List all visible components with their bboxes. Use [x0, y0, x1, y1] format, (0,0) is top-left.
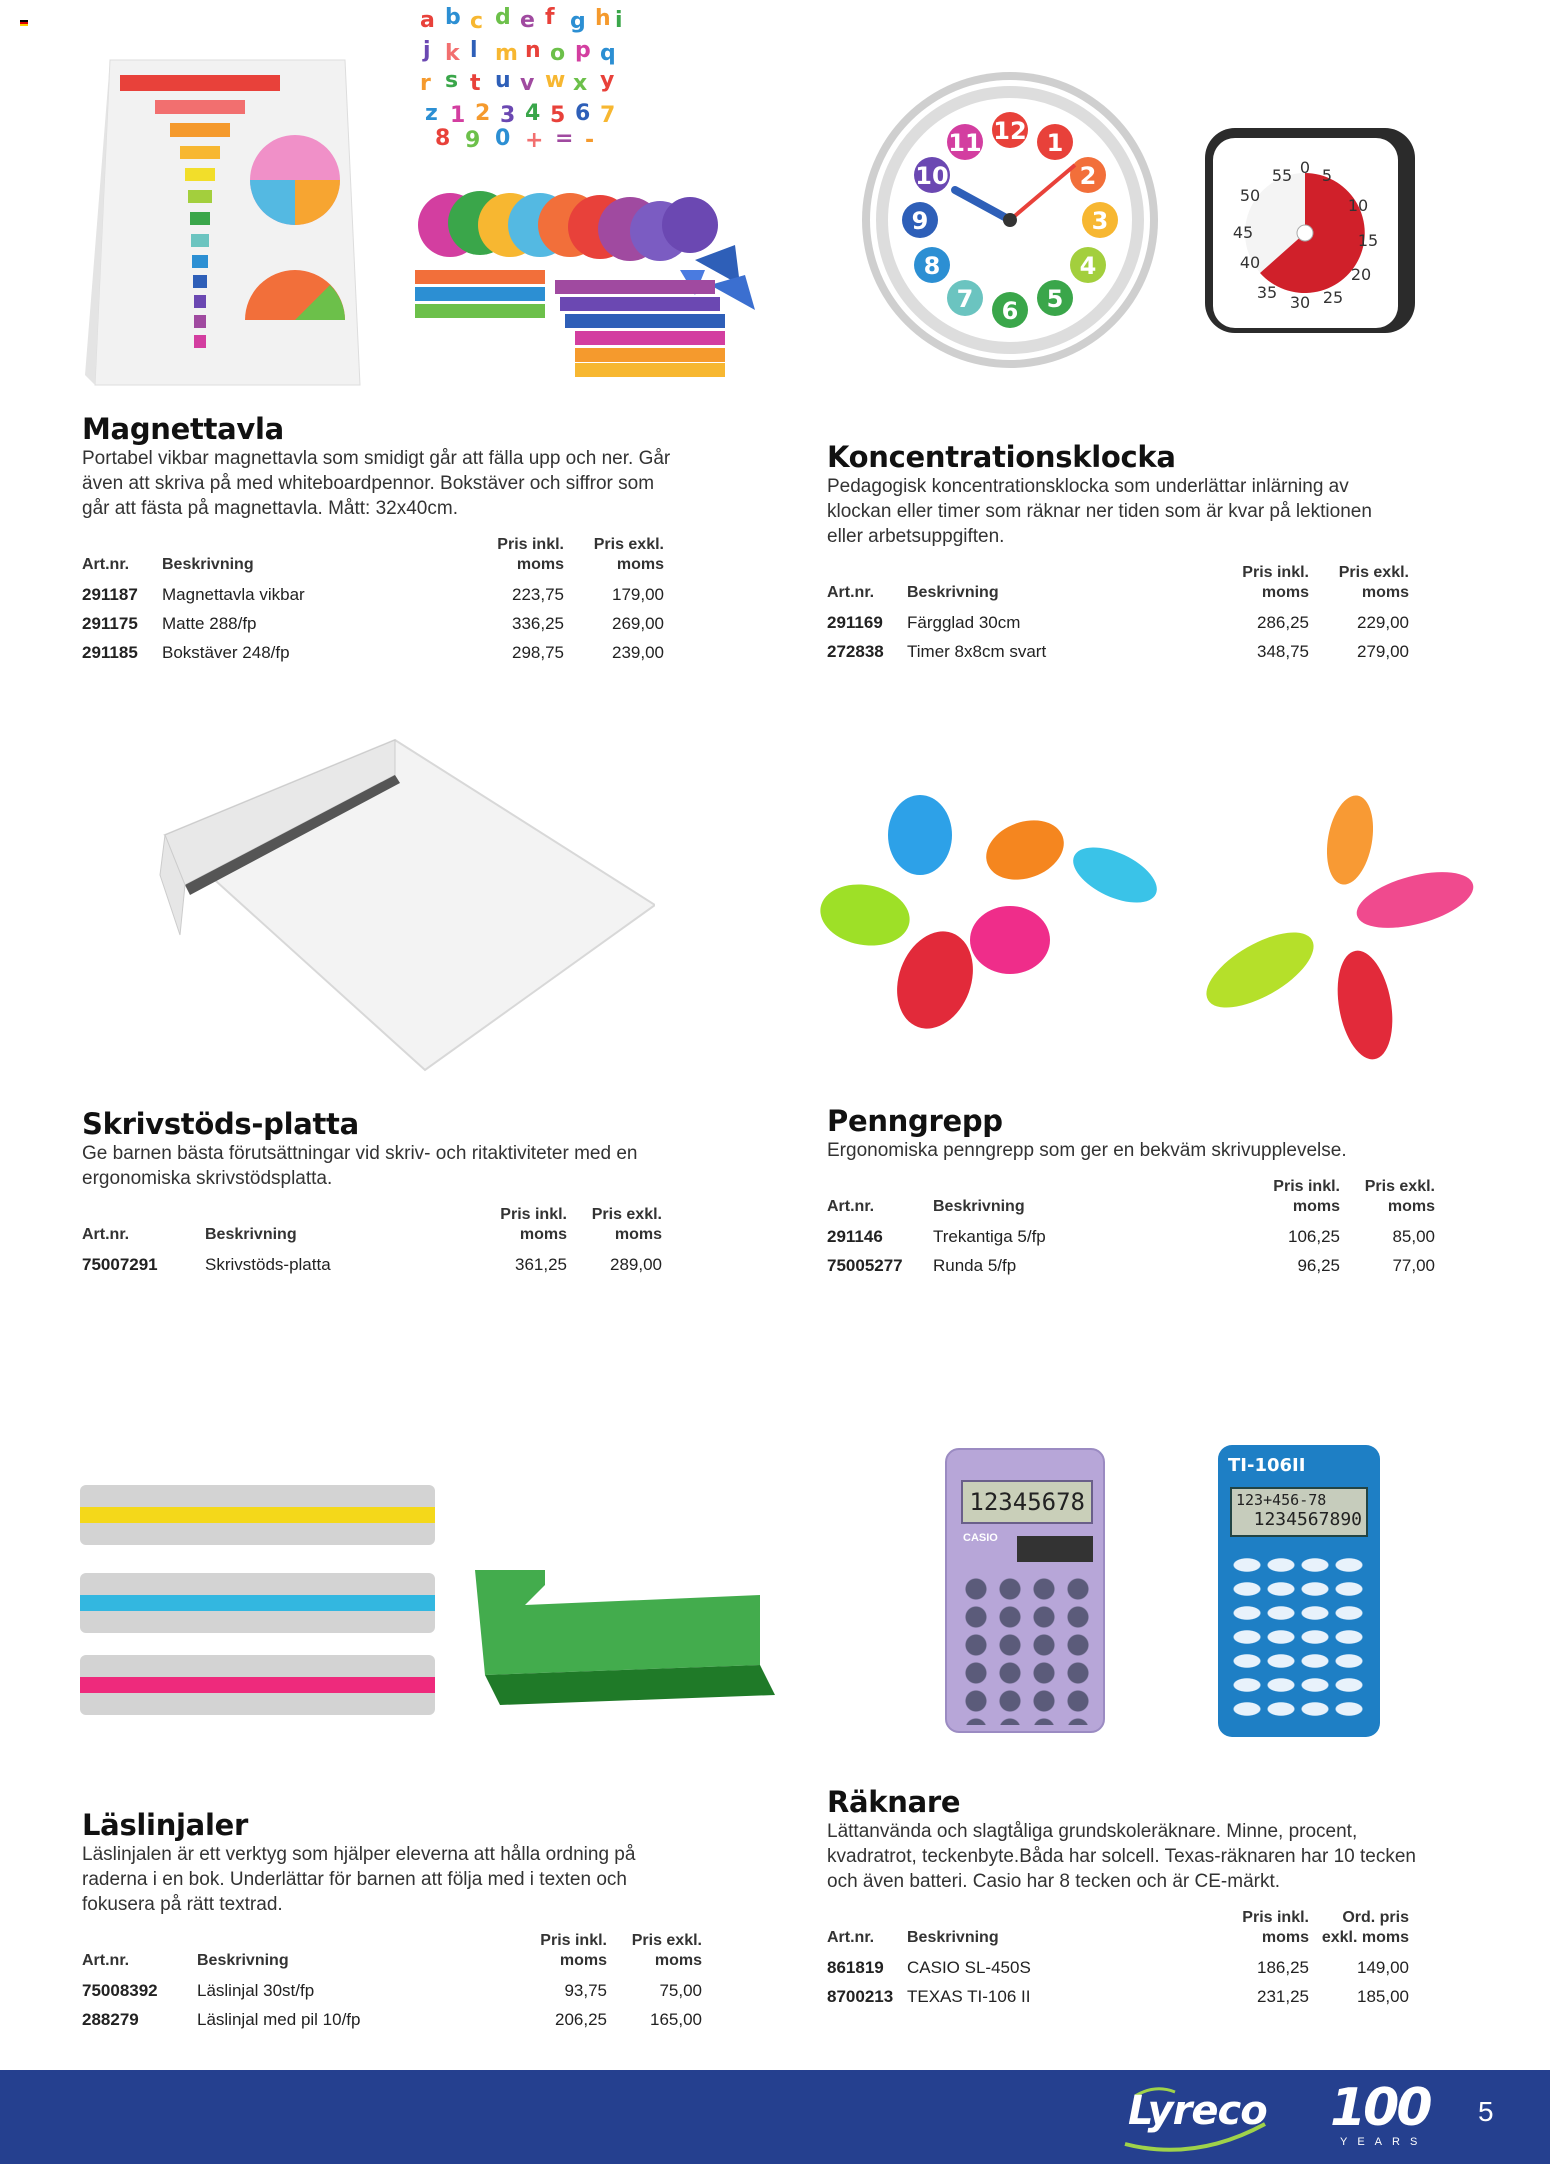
desc: Skrivstöds-platta — [205, 1255, 331, 1274]
svg-text:9: 9 — [465, 128, 481, 152]
page-number: 5 — [1478, 2096, 1494, 2127]
col-header-desc: Beskrivning — [197, 1952, 289, 1969]
product-title: Magnettavla — [82, 412, 284, 446]
price-inkl: 106,25 — [1288, 1227, 1340, 1246]
desc: Magnettavla vikbar — [162, 585, 305, 604]
price-table — [82, 1205, 662, 1280]
pen-grips-image — [805, 790, 1505, 1075]
colorful-clock-image — [860, 70, 1160, 370]
timer-label: 30 — [1289, 293, 1311, 312]
timer-label: 15 — [1357, 231, 1379, 250]
price-inkl: 231,25 — [1257, 1987, 1309, 2006]
table-row — [82, 639, 664, 668]
col-header-art: Art.nr. — [82, 556, 130, 573]
desc: Timer 8x8cm svart — [907, 642, 1047, 661]
desc: Matte 288/fp — [162, 614, 257, 633]
svg-text:+: + — [525, 128, 544, 152]
anniversary-logo: 100 — [1330, 2078, 1430, 2138]
svg-text:o: o — [550, 41, 566, 66]
price-exkl: 289,00 — [610, 1255, 662, 1274]
svg-text:10: 10 — [915, 162, 949, 190]
price-exkl: 269,00 — [612, 614, 664, 633]
art-nr: 75005277 — [827, 1256, 903, 1275]
art-nr: 291146 — [827, 1227, 883, 1246]
table-row — [82, 2006, 702, 2035]
col-header-exkl: Ord. pris exkl. moms — [1321, 1909, 1409, 1946]
svg-text:1: 1 — [450, 103, 466, 128]
product-description: Läslinjalen är ett verktyg som hjälper eleverna att hålla ordning på raderna i en bok. Underlättar för barnen att följa med i texten och fokusera på rätt textrad. — [82, 1844, 636, 1915]
svg-text:8: 8 — [923, 252, 941, 280]
price-exkl: 85,00 — [1392, 1227, 1435, 1246]
timer-label: 10 — [1347, 196, 1369, 215]
col-header-desc: Beskrivning — [933, 1198, 1025, 1215]
col-header-exkl: Pris exkl. moms — [631, 1932, 702, 1969]
price-exkl: 279,00 — [1357, 642, 1409, 661]
price-table — [827, 563, 1409, 667]
svg-text:w: w — [545, 68, 566, 93]
price-table — [82, 535, 664, 668]
svg-text:=: = — [555, 126, 574, 151]
casio-display: 12345678 — [961, 1480, 1093, 1524]
price-inkl: 348,75 — [1257, 642, 1309, 661]
col-header-desc: Beskrivning — [205, 1226, 297, 1243]
product-description: Pedagogisk koncentrationsklocka som underlättar inlärning av klockan eller timer som räknar ner tiden som är kvar på lektionen eller arbetsuppgiften. — [827, 476, 1372, 547]
col-header-art: Art.nr. — [827, 1929, 875, 1946]
art-nr: 8700213 — [827, 1987, 894, 2006]
timer-label: 40 — [1239, 253, 1261, 272]
col-header-inkl: Pris inkl. moms — [1273, 1178, 1340, 1215]
price-inkl: 298,75 — [512, 643, 564, 662]
col-header-exkl: Pris exkl. moms — [1338, 564, 1409, 601]
product-description: Portabel vikbar magnettavla som smidigt går att fälla upp och ner. Går även att skriva på med whiteboardpennor. Bokstäver och siffror som går att fästa på magnettavla. Mått: 32x40cm. — [82, 448, 671, 519]
svg-text:5: 5 — [550, 103, 566, 128]
svg-text:7: 7 — [600, 103, 616, 128]
svg-text:a: a — [420, 8, 435, 33]
timer-label: 5 — [1321, 166, 1333, 185]
desc: TEXAS TI-106 II — [907, 1987, 1031, 2006]
svg-text:v: v — [520, 71, 535, 96]
svg-text:d: d — [495, 5, 511, 30]
col-header-exkl: Pris exkl. moms — [593, 536, 664, 573]
lyreco-logo: Lyreco — [1128, 2088, 1267, 2134]
flag-marker — [20, 20, 28, 26]
svg-text:i: i — [615, 8, 623, 33]
col-header-exkl: Pris exkl. moms — [1364, 1178, 1435, 1215]
desc: Runda 5/fp — [933, 1256, 1017, 1275]
desc: Läslinjal 30st/fp — [197, 1981, 315, 2000]
svg-text:j: j — [423, 38, 431, 63]
svg-text:l: l — [470, 38, 478, 63]
ti-model: TI-106II — [1228, 1455, 1306, 1476]
col-header-desc: Beskrivning — [907, 584, 999, 601]
years-label: YEARS — [1340, 2136, 1428, 2148]
col-header-inkl: Pris inkl. moms — [1242, 564, 1309, 601]
arrow-ruler-image — [470, 1565, 780, 1710]
timer-label: 50 — [1239, 186, 1261, 205]
table-row — [827, 638, 1409, 667]
price-exkl: 75,00 — [659, 1981, 702, 2000]
art-nr: 291175 — [82, 614, 138, 633]
table-row — [827, 1223, 1435, 1252]
svg-text:g: g — [570, 9, 586, 34]
art-nr: 861819 — [827, 1958, 884, 1977]
texas-calculator-image — [1218, 1445, 1380, 1737]
product-title: Koncentrationsklocka — [827, 440, 1176, 474]
price-inkl: 286,25 — [1257, 613, 1309, 632]
product-title: Läslinjaler — [82, 1808, 248, 1842]
timer-label: 55 — [1271, 166, 1293, 185]
product-raknare — [827, 1785, 1427, 2012]
col-header-desc: Beskrivning — [907, 1929, 999, 1946]
art-nr: 291169 — [827, 613, 883, 632]
svg-text:6: 6 — [575, 101, 591, 126]
svg-text:x: x — [573, 71, 588, 96]
timer-label: 45 — [1232, 223, 1254, 242]
svg-text:9: 9 — [911, 207, 929, 235]
product-title: Räknare — [827, 1785, 961, 1819]
price-exkl: 77,00 — [1392, 1256, 1435, 1275]
svg-text:f: f — [545, 5, 555, 30]
art-nr: 75007291 — [82, 1255, 158, 1274]
art-nr: 288279 — [82, 2010, 139, 2029]
price-inkl: 93,75 — [564, 1981, 607, 2000]
timer-label: 35 — [1256, 283, 1278, 302]
svg-text:2: 2 — [475, 101, 491, 126]
table-row — [82, 610, 664, 639]
col-header-art: Art.nr. — [82, 1226, 130, 1243]
magnetic-letters-image — [415, 2, 640, 152]
price-inkl: 206,25 — [555, 2010, 607, 2029]
price-table — [827, 1177, 1435, 1281]
col-header-inkl: Pris inkl. moms — [1242, 1909, 1309, 1946]
product-laslinjaler — [82, 1808, 722, 2035]
price-inkl: 96,25 — [1297, 1256, 1340, 1275]
svg-text:k: k — [445, 41, 460, 66]
desc: Bokstäver 248/fp — [162, 643, 290, 662]
svg-text:2: 2 — [1079, 162, 1097, 190]
svg-text:4: 4 — [1079, 252, 1097, 280]
svg-text:0: 0 — [495, 126, 511, 151]
svg-text:8: 8 — [435, 126, 451, 151]
col-header-desc: Beskrivning — [162, 556, 254, 573]
art-nr: 291187 — [82, 585, 138, 604]
col-header-inkl: Pris inkl. moms — [500, 1206, 567, 1243]
price-exkl: 179,00 — [612, 585, 664, 604]
price-inkl: 223,75 — [512, 585, 564, 604]
art-nr: 75008392 — [82, 1981, 158, 2000]
product-description: Ergonomiska penngrepp som ger en bekväm skrivupplevelse. — [827, 1140, 1347, 1161]
svg-text:r: r — [420, 71, 431, 96]
ti-display-main: 1234567890 — [1253, 1509, 1362, 1530]
svg-text:n: n — [525, 38, 541, 63]
svg-text:7: 7 — [956, 285, 974, 313]
product-title: Penngrepp — [827, 1104, 1003, 1138]
casio-calculator-image — [945, 1448, 1105, 1733]
product-koncentrationsklocka — [827, 440, 1427, 667]
table-row — [827, 1954, 1409, 1983]
reading-rulers-image — [78, 1480, 443, 1725]
svg-text:-: - — [585, 128, 595, 152]
svg-text:5: 5 — [1046, 285, 1064, 313]
price-table — [82, 1931, 702, 2035]
product-magnettavla — [82, 412, 682, 668]
svg-text:y: y — [600, 68, 615, 93]
price-inkl: 336,25 — [512, 614, 564, 633]
ti-display-top: 123+456-78 — [1236, 1491, 1327, 1509]
svg-text:e: e — [520, 8, 535, 33]
timer-image — [1205, 128, 1420, 338]
product-description: Lättanvända och slagtåliga grundskoleräknare. Minne, procent, kvadratrot, teckenbyte.Båda har solcell. Texas-räknaren har 10 tecken och även batteri. Casio har 8 tecken och är CE-märkt. — [827, 1821, 1416, 1892]
svg-text:h: h — [595, 6, 611, 31]
price-table — [827, 1908, 1409, 2012]
svg-text:p: p — [575, 38, 591, 63]
price-inkl: 361,25 — [515, 1255, 567, 1274]
table-row — [827, 1252, 1435, 1281]
desc: Trekantiga 5/fp — [933, 1227, 1046, 1246]
svg-text:t: t — [470, 71, 481, 96]
magnet-board-image — [80, 55, 370, 390]
svg-text:z: z — [425, 101, 438, 126]
svg-text:3: 3 — [1091, 207, 1109, 235]
desc: Färgglad 30cm — [907, 613, 1021, 632]
art-nr: 272838 — [827, 642, 884, 661]
col-header-art: Art.nr. — [827, 584, 875, 601]
svg-text:4: 4 — [525, 101, 541, 126]
product-title: Skrivstöds-platta — [82, 1107, 359, 1141]
writing-slope-image — [155, 735, 655, 1075]
svg-text:1: 1 — [1046, 129, 1064, 157]
product-description: Ge barnen bästa förutsättningar vid skriv- och ritaktiviteter med en ergonomiska skrivstödsplatta. — [82, 1143, 638, 1189]
price-exkl: 149,00 — [1357, 1958, 1409, 1977]
timer-label: 25 — [1322, 288, 1344, 307]
page-footer — [0, 2070, 1550, 2164]
svg-text:b: b — [445, 5, 461, 30]
desc: CASIO SL-450S — [907, 1958, 1031, 1977]
table-row — [827, 1983, 1409, 2012]
price-inkl: 186,25 — [1257, 1958, 1309, 1977]
art-nr: 291185 — [82, 643, 138, 662]
table-row — [82, 1977, 702, 2006]
svg-text:6: 6 — [1001, 297, 1019, 325]
desc: Läslinjal med pil 10/fp — [197, 2010, 361, 2029]
price-exkl: 239,00 — [612, 643, 664, 662]
timer-label: 20 — [1350, 265, 1372, 284]
svg-text:s: s — [445, 68, 459, 93]
svg-text:q: q — [600, 41, 616, 66]
price-exkl: 229,00 — [1357, 613, 1409, 632]
product-skrivstodsplatta — [82, 1107, 682, 1280]
price-exkl: 185,00 — [1357, 1987, 1409, 2006]
table-row — [82, 1251, 662, 1280]
svg-text:c: c — [470, 9, 484, 34]
table-row — [82, 581, 664, 610]
price-exkl: 165,00 — [650, 2010, 702, 2029]
col-header-inkl: Pris inkl. moms — [497, 536, 564, 573]
col-header-exkl: Pris exkl. moms — [591, 1206, 662, 1243]
casio-brand: CASIO — [963, 1532, 998, 1544]
svg-text:11: 11 — [948, 129, 982, 157]
table-row — [827, 609, 1409, 638]
col-header-art: Art.nr. — [82, 1952, 130, 1969]
svg-text:m: m — [495, 41, 518, 66]
svg-text:3: 3 — [500, 103, 516, 128]
svg-text:12: 12 — [993, 117, 1027, 145]
svg-text:u: u — [495, 68, 511, 93]
fraction-pieces-image — [415, 185, 760, 385]
col-header-inkl: Pris inkl. moms — [540, 1932, 607, 1969]
timer-label: 0 — [1299, 158, 1311, 177]
product-penngrepp — [827, 1104, 1447, 1281]
col-header-art: Art.nr. — [827, 1198, 875, 1215]
